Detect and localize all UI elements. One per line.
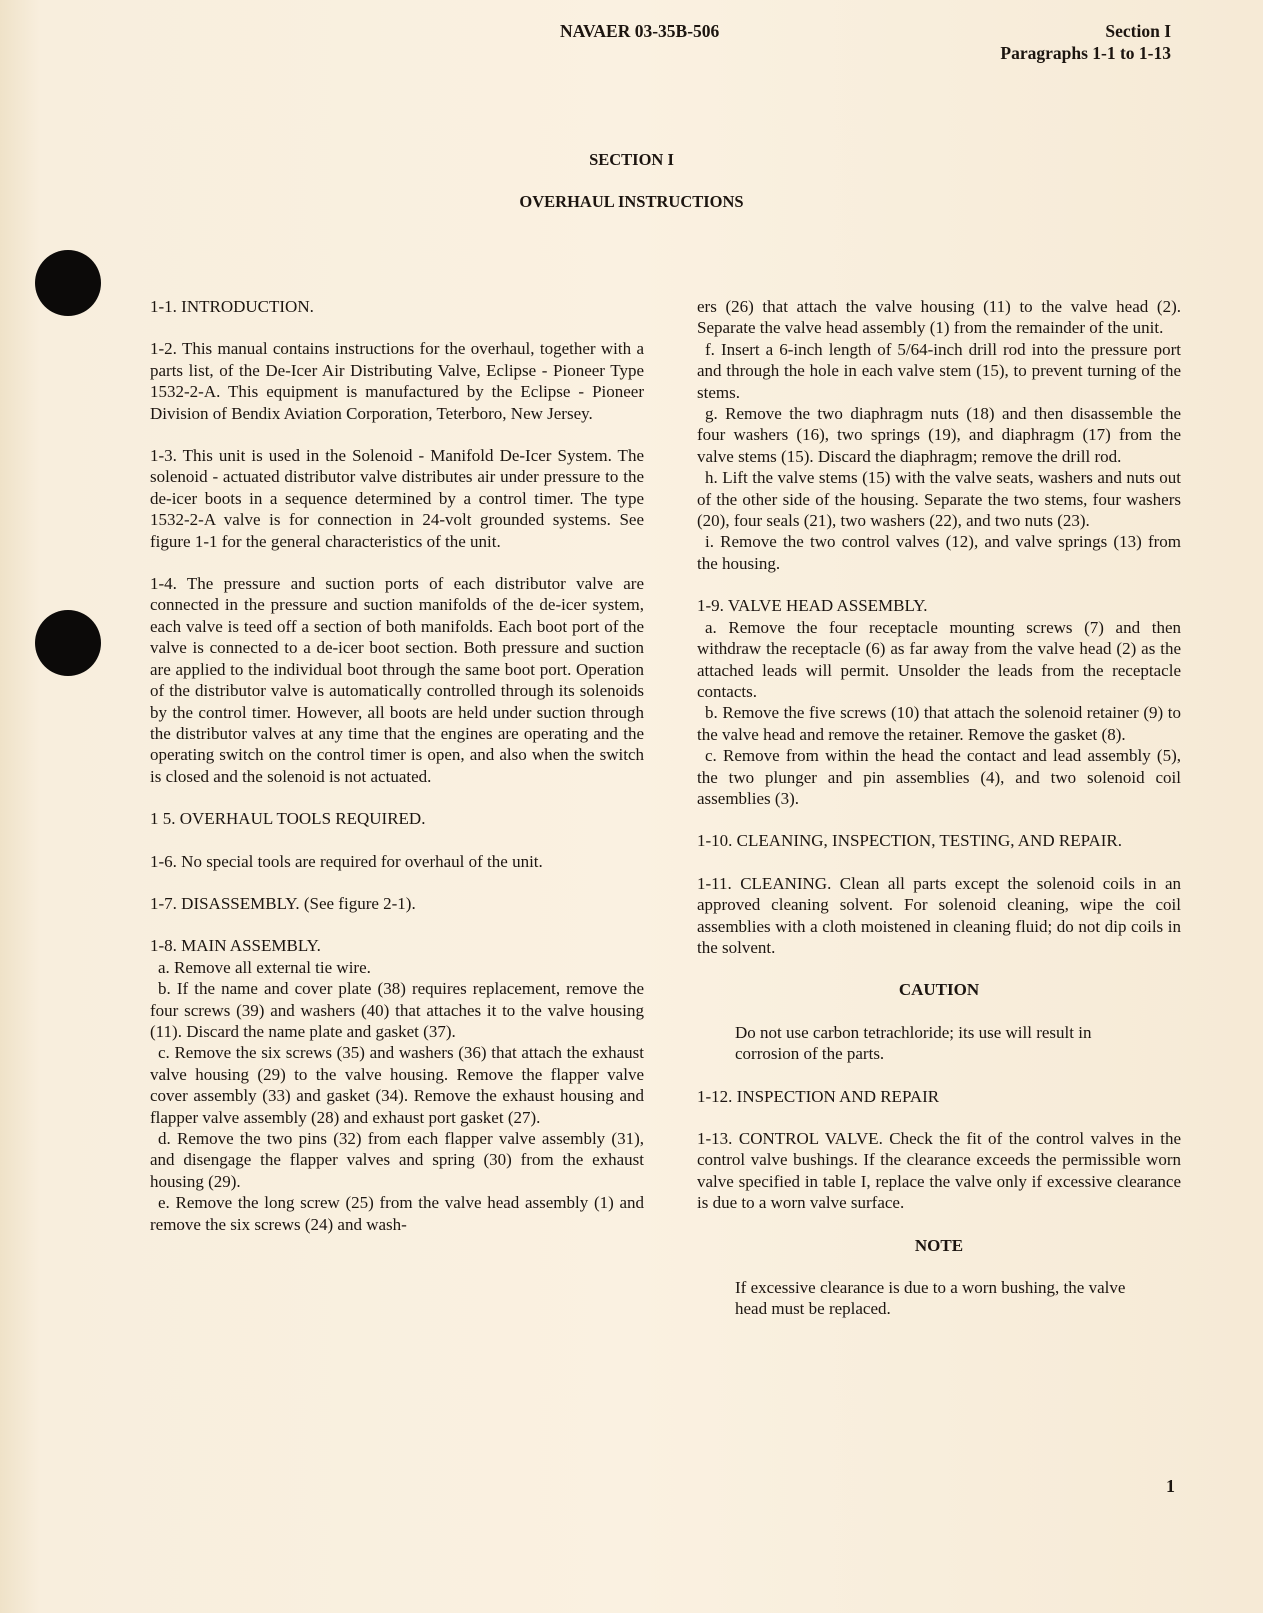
left-column: [150, 296, 644, 1235]
paragraph: h. Lift the valve stems (15) with the valve seats, washers and nuts out of the other side of the housing. Separate the two stems, four washers (20), four seals (21), two washers (22), and two nuts (23).: [697, 468, 1181, 531]
paragraph-heading: 1-8. MAIN ASSEMBLY.: [150, 936, 321, 956]
right-column: [697, 296, 1181, 1341]
paragraph-heading: 1 5. OVERHAUL TOOLS REQUIRED.: [150, 809, 426, 829]
paragraph: ers (26) that attach the valve housing (11) to the valve head (2). Separate the valve head assembly (1) from the remainder of the unit.: [697, 297, 1181, 338]
section-subtitle: OVERHAUL INSTRUCTIONS: [519, 192, 744, 211]
punch-hole: [35, 250, 101, 316]
page-number: 1: [1166, 1476, 1175, 1496]
notice-text: If excessive clearance is due to a worn bushing, the valve head must be replaced.: [735, 1278, 1126, 1319]
paragraph: 1-11. CLEANING. Clean all parts except the solenoid coils in an approved cleaning solvent. For solenoid cleaning, wipe the coil assemblies with a cloth moistened in cleaning fluid; do not dip coils in the solvent.: [697, 873, 1181, 957]
paragraph-heading: 1-10. CLEANING, INSPECTION, TESTING, AND REPAIR.: [697, 831, 1123, 851]
paragraph: 1-6. No special tools are required for overhaul of the unit.: [150, 851, 543, 871]
section-label: Section I: [1105, 21, 1171, 41]
paragraph: d. Remove the two pins (32) from each flapper valve assembly (31), and disengage the flapper valves and spring (30) from the exhaust housing (29).: [150, 1129, 644, 1191]
paragraph: 1-13. CONTROL VALVE. Check the fit of the control valves in the control valve bushings. If the clearance exceeds the permissible worn valve specified in table I, replace the valve only if excessive clearance is due to a worn valve surface.: [697, 1129, 1181, 1213]
paragraph: a. Remove the four receptacle mounting screws (7) and then withdraw the receptacle (6) as far away from the valve head (2) as the attached leads will permit. Unsolder the leads from the receptacle contacts.: [697, 617, 1181, 701]
paragraph-heading: 1-12. INSPECTION AND REPAIR: [697, 1086, 940, 1106]
paragraph-heading: 1-7. DISASSEMBLY. (See figure 2-1).: [150, 893, 416, 913]
paragraph: 1-4. The pressure and suction ports of each distributor valve are connected in the pressure and suction manifolds of the de-icer system, each valve is teed off a section of both manifolds. Each boot port of the valve is connected to a de-icer boot section. Both pressure and suction are applied to the individual boot through the same boot port. Operation of the distributor valve is automatically controlled through its solenoids by the control timer. However, all boots are held under suction through the distributor valves at any time that the engines are operating and the operating switch on the control timer is open, and also when the switch is closed and the solenoid is not actuated.: [150, 574, 644, 786]
paragraph: g. Remove the two diaphragm nuts (18) and then disassemble the four washers (16), two springs (19), and diaphragm (17) from the valve stems (15). Discard the diaphragm; remove the drill rod.: [697, 404, 1181, 466]
paragraph: 1-2. This manual contains instructions for the overhaul, together with a parts list, of the De-Icer Air Distributing Valve, Eclipse - Pioneer Type 1532-2-A. This equipment is manufactured by the Eclipse - Pioneer Division of Bendix Aviation Corporation, Teterboro, New Jersey.: [150, 339, 644, 423]
paragraph: 1-3. This unit is used in the Solenoid - Manifold De-Icer System. The solenoid - actuated distributor valve distributes air under pressure to the de-icer boots in a sequence determined by a control timer. The type 1532-2-A valve is for connection in 24-volt grounded systems. See figure 1-1 for the general characteristics of the unit.: [150, 446, 644, 551]
punch-hole: [35, 610, 101, 676]
paragraph-heading: 1-9. VALVE HEAD ASSEMBLY.: [697, 596, 928, 616]
notice-text: Do not use carbon tetrachloride; its use will result in corrosion of the parts.: [735, 1022, 1092, 1064]
paragraph: e. Remove the long screw (25) from the valve head assembly (1) and remove the six screws (24) and wash-: [150, 1193, 644, 1234]
paragraph: b. If the name and cover plate (38) requires replacement, remove the four screws (39) and washers (40) that attaches it to the valve housing (11). Discard the name plate and gasket (37).: [150, 979, 644, 1041]
doc-number: NAVAER 03-35B-506: [560, 21, 720, 41]
notice-heading: CAUTION: [898, 980, 980, 1000]
paragraph-heading: 1-1. INTRODUCTION.: [150, 297, 314, 316]
paragraph: c. Remove the six screws (35) and washers (36) that attach the exhaust valve housing (29) to the valve housing. Remove the flapper valve cover assembly (33) and gasket (34). Remove the exhaust housing and flapper valve assembly (28) and exhaust port gasket (27).: [150, 1043, 644, 1127]
paragraphs-label: Paragraphs 1-1 to 1-13: [1000, 43, 1171, 63]
notice-heading: NOTE: [914, 1235, 964, 1255]
paragraph: i. Remove the two control valves (12), and valve springs (13) from the housing.: [697, 532, 1181, 573]
header-right: [1000, 20, 1171, 64]
paragraph: b. Remove the five screws (10) that attach the solenoid retainer (9) to the valve head and remove the retainer. Remove the gasket (8).: [697, 703, 1181, 744]
section-title: SECTION I: [589, 150, 674, 169]
paragraph: a. Remove all external tie wire.: [158, 957, 371, 977]
paragraph: f. Insert a 6-inch length of 5/64-inch drill rod into the pressure port and through the hole in each valve stem (15), to prevent turning of the stems.: [697, 339, 1181, 402]
paragraph: c. Remove from within the head the contact and lead assembly (5), the two plunger and pin assemblies (4), and two solenoid coil assemblies (3).: [697, 746, 1181, 808]
